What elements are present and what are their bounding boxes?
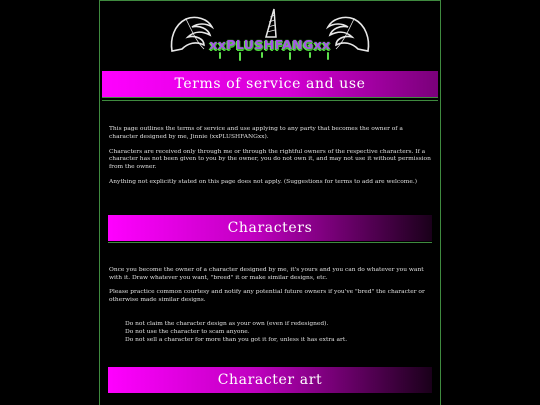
page-container [99,0,441,405]
winged-horn-logo-icon [100,1,440,65]
characters-paragraph-1: Once you become the owner of a character designed by me, it's yours and you can do whatever you want with it. Draw whatever you want, "breed" it or make similar designs, etc. [109,266,424,281]
intro-paragraph-1: This page outlines the terms of service and use applying to any party that becomes the owner of a character designed by me, Jinnie (xxPLUSHFANGxx). [109,126,403,140]
page-title: Terms of service and use [102,71,438,98]
rule-item: Do not use the character to scam anyone. [125,328,250,335]
rule-item: Do not sell a character for more than you got it for, unless it has extra art. [125,336,348,343]
character-art-heading: Character art [108,367,432,393]
characters-paragraph-2: Please practice common courtesy and notify any potential future owners if you've "bred" the character or otherwise made similar designs. [109,289,425,304]
characters-heading: Characters [108,215,432,241]
character-rules-list [109,321,431,344]
intro-section [100,101,440,187]
logo-text: xxPLUSHFANGxx [209,37,331,52]
characters-section [100,243,440,345]
intro-paragraph-3: Anything not explicitly stated on this page does not apply. (Suggestions for terms to add are welcome.) [109,178,418,185]
intro-paragraph-2: Characters are received only through me or through the rightful owners of the respective characters. If a character has not been given to you by the owner, you do not own it, and may not use it without permission from the owner. [109,148,431,171]
site-logo[interactable] [100,1,440,65]
rule-item: Do not claim the character design as your own (even if redesigned). [125,320,329,327]
